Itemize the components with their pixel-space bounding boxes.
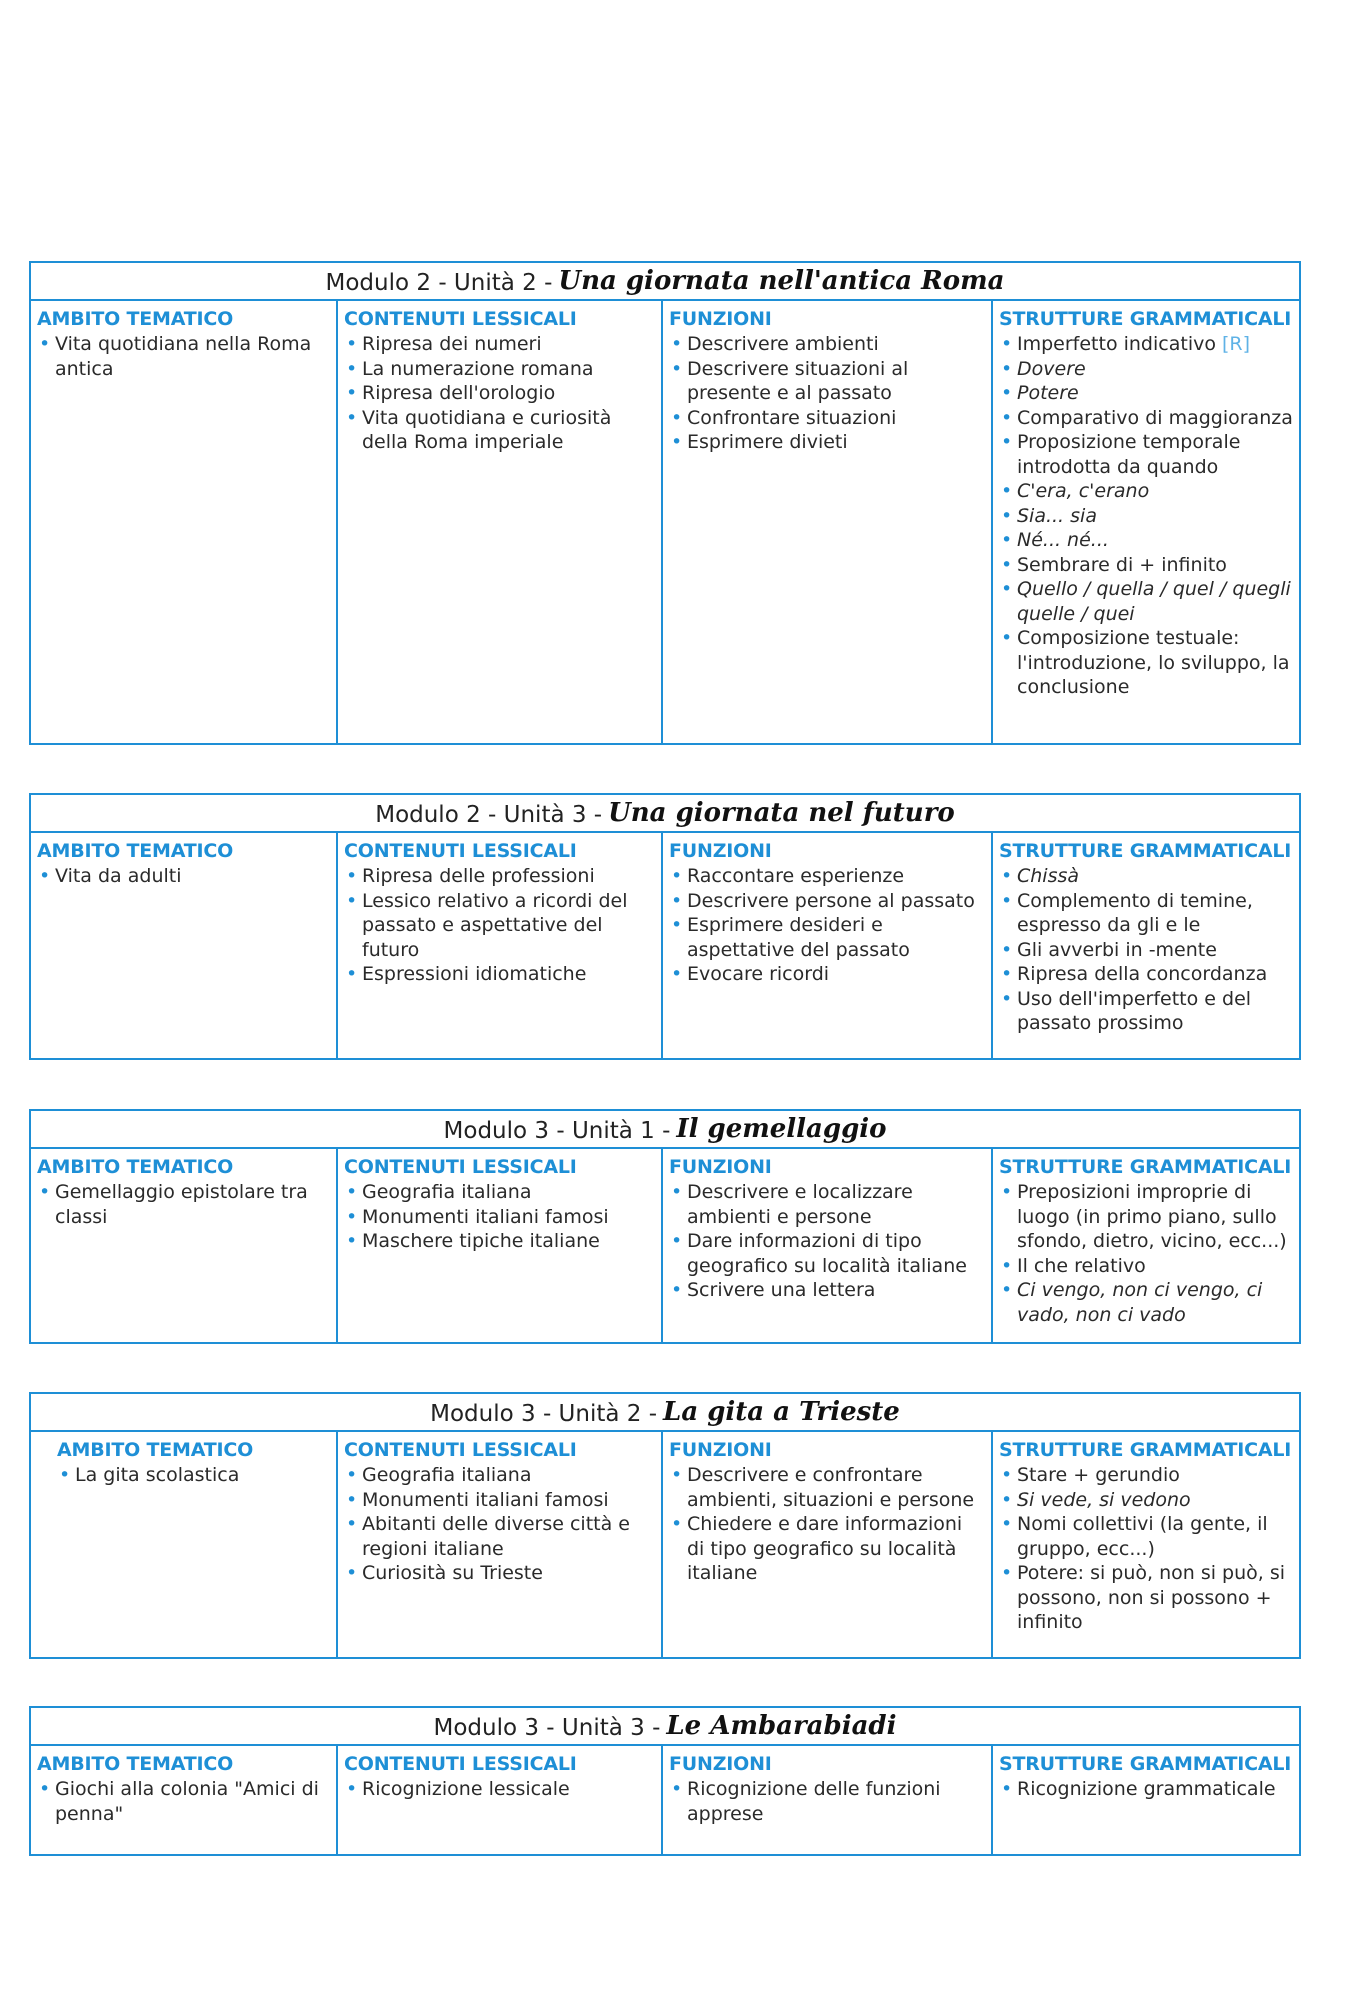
column-heading: STRUTTURE GRAMMATICALI [999, 308, 1292, 330]
unit-header [31, 1111, 1299, 1149]
column-contenuti-lessicali [338, 1149, 663, 1342]
list-item: • Complemento di temine, espresso da gli e le [999, 889, 1297, 938]
list-item: • Ci vengo, non ci vengo, ci vado, non ci vado [999, 1278, 1297, 1327]
column-heading: STRUTTURE GRAMMATICALI [999, 840, 1292, 862]
column-heading: CONTENUTI LESSICALI [344, 1156, 577, 1178]
unit-header [31, 1394, 1299, 1432]
list-item: • Il che relativo [999, 1254, 1297, 1279]
column-strutture-grammaticali [993, 1432, 1299, 1657]
column-funzioni [663, 833, 993, 1058]
list-item: • Descrivere e confrontare ambienti, situazioni e persone [669, 1463, 985, 1512]
list-item: • Ripresa dell'orologio [344, 381, 655, 406]
column-funzioni [663, 1746, 993, 1854]
list-item: • Preposizioni improprie di luogo (in primo piano, sullo sfondo, dietro, vicino, ecc...) [999, 1180, 1297, 1254]
list-item: • Confrontare situazioni [669, 406, 985, 431]
list-item: • Lessico relativo a ricordi del passato e aspettative del futuro [344, 889, 655, 963]
list-item: • Ricognizione lessicale [344, 1777, 655, 1802]
column-heading: CONTENUTI LESSICALI [344, 840, 577, 862]
unit-header-prefix: Modulo 2 - Unità 3 - [375, 802, 603, 828]
column-strutture-grammaticali [993, 1746, 1299, 1854]
column-heading: AMBITO TEMATICO [37, 308, 234, 330]
list-item: • Ripresa della concordanza [999, 962, 1297, 987]
unit-table [29, 261, 1301, 745]
list-item: • Maschere tipiche italiane [344, 1229, 655, 1254]
unit-header-title: La gita a Trieste [663, 1397, 900, 1427]
column-heading: FUNZIONI [669, 1753, 772, 1775]
list-item: • Potere: si può, non si può, si possono, non si possono + infinito [999, 1561, 1297, 1635]
column-ambito-tematico [31, 1149, 338, 1342]
unit-header-title: Una giornata nell'antica Roma [558, 266, 1005, 296]
column-heading: FUNZIONI [669, 308, 772, 330]
list-item: • Raccontare esperienze [669, 864, 985, 889]
list-item: • Chiedere e dare informazioni di tipo geografico su località italiane [669, 1512, 985, 1586]
unit-table [29, 1109, 1301, 1344]
list-item: • Monumenti italiani famosi [344, 1205, 655, 1230]
column-heading: STRUTTURE GRAMMATICALI [999, 1156, 1292, 1178]
unit-header-title: Una giornata nel futuro [608, 798, 955, 828]
list-item: • Vita quotidiana e curiosità della Roma imperiale [344, 406, 655, 455]
list-item: • Evocare ricordi [669, 962, 985, 987]
unit-table [29, 793, 1301, 1060]
list-item: • La numerazione romana [344, 357, 655, 382]
unit-header [31, 795, 1299, 833]
review-note: [R] [1222, 333, 1251, 355]
list-item: • Ripresa delle professioni [344, 864, 655, 889]
column-ambito-tematico [31, 301, 338, 743]
unit-header-title: Il gemellaggio [676, 1114, 887, 1144]
list-item: • Potere [999, 381, 1297, 406]
unit-header-prefix: Modulo 3 - Unità 2 - [430, 1401, 658, 1427]
list-item: • Nomi collettivi (la gente, il gruppo, ecc...) [999, 1512, 1297, 1561]
list-item: • Esprimere desideri e aspettative del passato [669, 913, 985, 962]
list-item: • Quello / quella / quel / quegli quelle / quei [999, 577, 1297, 626]
list-item: • Descrivere e localizzare ambienti e persone [669, 1180, 985, 1229]
column-ambito-tematico [31, 1432, 338, 1657]
list-item: • C'era, c'erano [999, 479, 1297, 504]
unit-header [31, 1708, 1299, 1746]
column-heading: STRUTTURE GRAMMATICALI [999, 1753, 1292, 1775]
list-item: • Ripresa dei numeri [344, 332, 655, 357]
column-heading: AMBITO TEMATICO [37, 1156, 234, 1178]
list-item: • Descrivere persone al passato [669, 889, 985, 914]
column-heading: CONTENUTI LESSICALI [344, 1439, 577, 1461]
column-heading: CONTENUTI LESSICALI [344, 1753, 577, 1775]
list-item: • Sia... sia [999, 504, 1297, 529]
column-funzioni [663, 1432, 993, 1657]
unit-table [29, 1392, 1301, 1659]
list-item: • Descrivere ambienti [669, 332, 985, 357]
list-item: • Né... né... [999, 528, 1297, 553]
unit-table [29, 1706, 1301, 1856]
column-heading: AMBITO TEMATICO [37, 1753, 234, 1775]
column-strutture-grammaticali [993, 301, 1299, 743]
list-item: • Geografia italiana [344, 1463, 655, 1488]
column-contenuti-lessicali [338, 1746, 663, 1854]
list-item: • Vita quotidiana nella Roma antica [37, 332, 330, 381]
column-heading: FUNZIONI [669, 1156, 772, 1178]
column-heading: AMBITO TEMATICO [37, 840, 234, 862]
list-item: • Chissà [999, 864, 1297, 889]
unit-header-title: Le Ambarabiadi [666, 1711, 897, 1741]
column-heading: AMBITO TEMATICO [57, 1439, 254, 1461]
column-heading: CONTENUTI LESSICALI [344, 308, 577, 330]
list-item: • Composizione testuale: l'introduzione, lo sviluppo, la conclusione [999, 626, 1297, 700]
list-item: • La gita scolastica [57, 1463, 330, 1488]
unit-header-prefix: Modulo 3 - Unità 1 - [443, 1118, 671, 1144]
column-ambito-tematico [31, 833, 338, 1058]
list-item: • Imperfetto indicativo [R] [999, 332, 1297, 357]
column-ambito-tematico [31, 1746, 338, 1854]
list-item: • Curiosità su Trieste [344, 1561, 655, 1586]
list-item: • Si vede, si vedono [999, 1488, 1297, 1513]
column-funzioni [663, 301, 993, 743]
list-item: • Vita da adulti [37, 864, 330, 889]
column-strutture-grammaticali [993, 833, 1299, 1058]
list-item: • Stare + gerundio [999, 1463, 1297, 1488]
list-item: • Geografia italiana [344, 1180, 655, 1205]
list-item: • Gli avverbi in -mente [999, 938, 1297, 963]
list-item: • Abitanti delle diverse città e regioni italiane [344, 1512, 655, 1561]
list-item: • Sembrare di + infinito [999, 553, 1297, 578]
column-contenuti-lessicali [338, 1432, 663, 1657]
column-heading: STRUTTURE GRAMMATICALI [999, 1439, 1292, 1461]
list-item: • Dovere [999, 357, 1297, 382]
list-item: • Ricognizione grammaticale [999, 1777, 1297, 1802]
list-item: • Monumenti italiani famosi [344, 1488, 655, 1513]
column-contenuti-lessicali [338, 833, 663, 1058]
list-item: • Gemellaggio epistolare tra classi [37, 1180, 330, 1229]
column-strutture-grammaticali [993, 1149, 1299, 1342]
unit-header-prefix: Modulo 3 - Unità 3 - [433, 1715, 661, 1741]
unit-header-prefix: Modulo 2 - Unità 2 - [325, 270, 553, 296]
list-item: • Dare informazioni di tipo geografico su località italiane [669, 1229, 985, 1278]
list-item: • Giochi alla colonia "Amici di penna" [37, 1777, 330, 1826]
column-heading: FUNZIONI [669, 840, 772, 862]
column-contenuti-lessicali [338, 301, 663, 743]
list-item: • Esprimere divieti [669, 430, 985, 455]
list-item: • Ricognizione delle funzioni apprese [669, 1777, 985, 1826]
unit-header [31, 263, 1299, 301]
list-item: • Uso dell'imperfetto e del passato prossimo [999, 987, 1297, 1036]
list-item: • Descrivere situazioni al presente e al passato [669, 357, 985, 406]
list-item: • Proposizione temporale introdotta da quando [999, 430, 1297, 479]
list-item: • Comparativo di maggioranza [999, 406, 1297, 431]
list-item: • Espressioni idiomatiche [344, 962, 655, 987]
column-funzioni [663, 1149, 993, 1342]
list-item: • Scrivere una lettera [669, 1278, 985, 1303]
column-heading: FUNZIONI [669, 1439, 772, 1461]
